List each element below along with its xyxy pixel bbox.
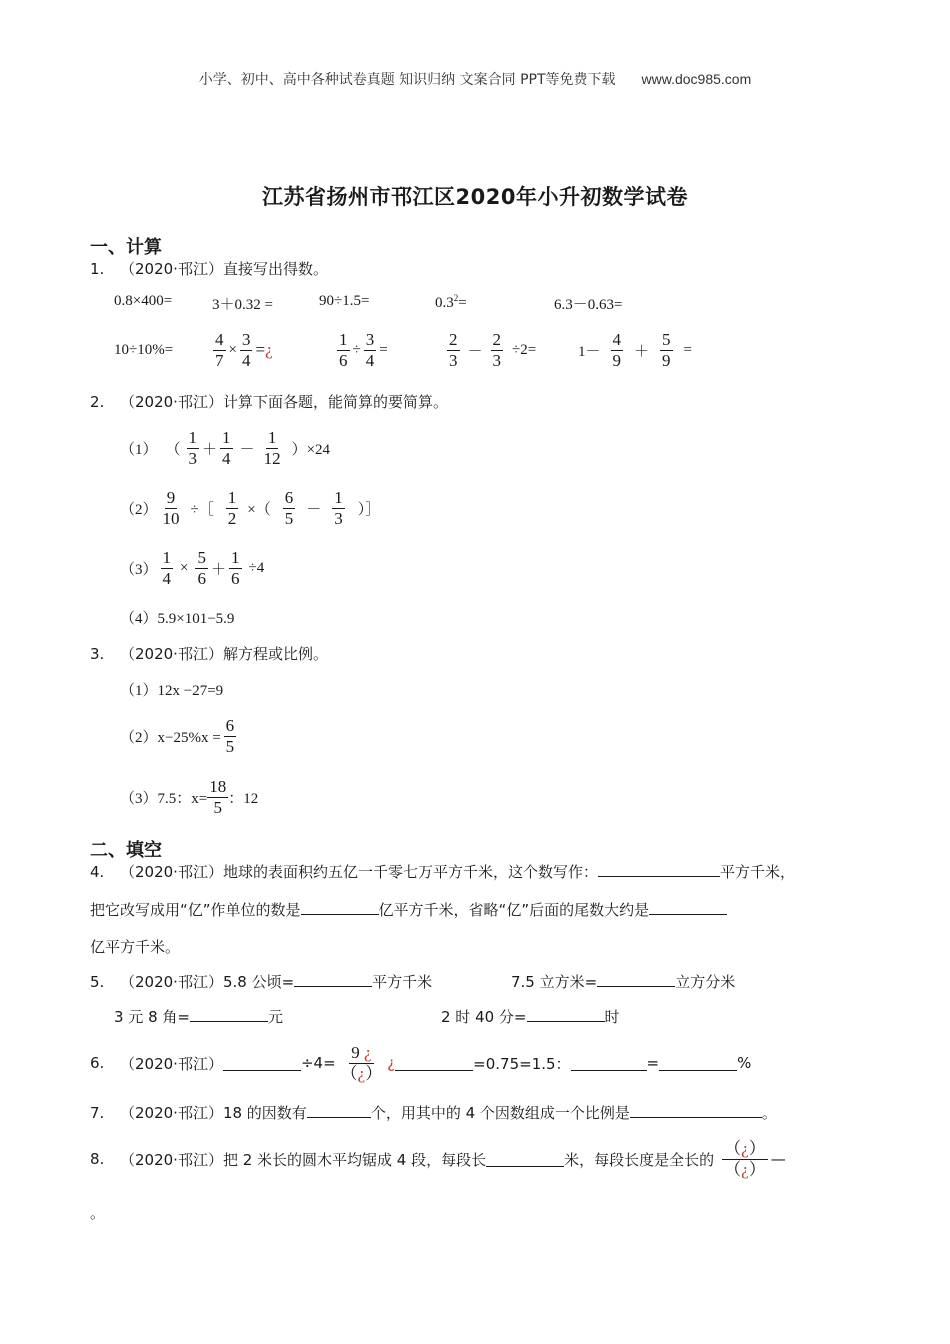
page-title: 江苏省扬州市邗江区2020年小升初数学试卷: [262, 185, 688, 209]
question-6: 6. （2020·邗江） ÷4= 9 ¿ （¿） ¿ =0.75=1.5： = %: [90, 1042, 752, 1083]
question-5: 5. （2020·邗江）5.8 公顷= 平方千米: [90, 973, 433, 991]
section-heading-1: 一、计算: [90, 237, 162, 258]
answer-blank[interactable]: [649, 900, 727, 915]
q3-part-2: （2）x−25%x = $\frac{6}{5}$: [120, 715, 235, 756]
question-3: 3. （2020·邗江）解方程或比例。: [90, 645, 328, 663]
answer-blank[interactable]: [301, 900, 379, 915]
q1-item-8: $\frac{1}{6}$ ÷ $\frac{3}{4}$ =: [339, 329, 388, 370]
question-4: 4. （2020·邗江）地球的表面积约五亿一千零七万平方千米，这个数写作： 平方千米，: [90, 863, 795, 881]
answer-blank[interactable]: [571, 1056, 647, 1071]
question-1: 1. （2020·邗江）直接写出得数。: [90, 260, 328, 278]
question-5-c: 3 元 8 角= 元: [114, 1008, 283, 1026]
q1-item-5: 6.3－0.63=: [554, 297, 623, 313]
q1-item-3: 90÷1.5=: [319, 293, 370, 309]
q1-item-1: 0.8×400=: [114, 293, 173, 309]
question-4-line-3: 亿平方千米。: [90, 938, 181, 956]
q1-item-10: 1－ 4 9 ＋ $\frac{5}{9}$ =: [578, 329, 692, 370]
answer-blank[interactable]: [486, 1152, 564, 1167]
question-source: （2020·邗江）: [120, 260, 223, 278]
q1-item-7: $\frac{4}{7}$ × $\frac{3}{4}$ = ¿: [215, 329, 273, 370]
answer-blank[interactable]: [598, 862, 720, 877]
section-heading-2: 二、填空: [90, 840, 162, 861]
q2-part-1: （1） （ 1 3 ＋ 1 4 － 1 12 ）×24: [120, 427, 331, 468]
answer-blank[interactable]: [307, 1103, 371, 1118]
q2-part-2: （2） $\frac{9}{10}$ ÷［ $\frac{1}{2}$ ×（ 6 5 － 1 3 ）］: [120, 487, 381, 528]
answer-blank[interactable]: [395, 1056, 473, 1071]
answer-blank[interactable]: [630, 1103, 762, 1118]
question-8-end: 。: [90, 1204, 106, 1222]
answer-blank[interactable]: [527, 1007, 605, 1022]
answer-blank[interactable]: [659, 1056, 737, 1071]
q3-part-1: （1）12x −27=9: [120, 683, 224, 699]
q2-part-3: （3） $\frac{1}{4}$ × $\frac{5}{6}$ ＋ $\frac{1}{6}$ ÷4: [120, 547, 265, 588]
q1-item-2: 3＋0.32 =: [212, 297, 273, 313]
answer-blank[interactable]: [597, 972, 675, 987]
header-site[interactable]: www.doc985.com: [641, 71, 752, 87]
question-2: 2. （2020·邗江）计算下面各题，能简算的要简算。: [90, 393, 448, 411]
question-5-d: 2 时 40 分= 时: [441, 1008, 620, 1026]
question-8: 8. （2020·邗江） 把 2 米长的圆木平均锯成 4 段，每段长 米，每段长度是全长的 （¿） （¿） —: [90, 1138, 786, 1179]
q2-part-4: （4）5.9×101−5.9: [120, 611, 235, 627]
q1-item-4: $0.3^2=$: [435, 293, 467, 311]
question-5-b: 7.5 立方米= 立方分米: [511, 973, 736, 991]
answer-blank[interactable]: [294, 972, 372, 987]
answer-blank[interactable]: [190, 1007, 268, 1022]
answer-blank[interactable]: [223, 1056, 301, 1071]
q3-part-3: （3）7.5：x= $\frac{18}{5}$ ：12: [120, 776, 259, 817]
q1-item-9: 2 3 － $\frac{2}{3}$ ÷2=: [449, 329, 537, 370]
header-text: 小学、初中、高中各种试卷真题 知识归纳 文案合同 PPT等免费下载: [198, 72, 616, 88]
question-text: 直接写出得数。: [222, 260, 328, 278]
question-7: 7. （2020·邗江）18 的因数有 个，用其中的 4 个因数组成一个比例是 。: [90, 1104, 777, 1122]
q1-item-6: 10÷10%=: [114, 341, 174, 358]
question-4-line-2: 把它改写成用“亿”作单位的数是 亿平方千米，省略“亿”后面的尾数大约是: [90, 899, 727, 920]
page-header: [0, 69, 950, 89]
